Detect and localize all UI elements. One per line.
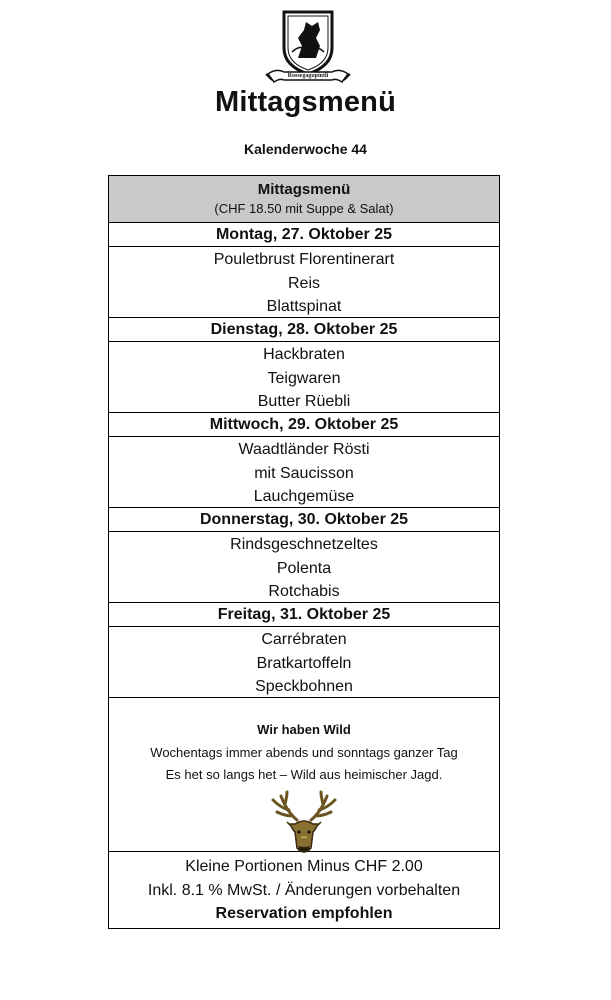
dishes-monday [109,246,499,317]
dishes-friday [109,626,499,697]
restaurant-logo [262,8,354,90]
dish: Blattspinat [266,298,342,315]
dishes-wednesday [109,436,499,507]
dish: Speckbohnen [255,678,353,695]
dish: Carrébraten [261,631,347,648]
dish: Butter Rüebli [257,393,351,410]
dish: mit Saucisson [254,464,354,482]
dish: Pouletbrust Florentinerart [213,251,395,268]
menu-table [108,175,500,929]
dish: Waadtländer Rösti [238,441,370,458]
day-friday: Freitag, 31. Oktober 25 [109,602,499,626]
dish: Polenta [276,559,332,577]
footer-reservation: Reservation empfohlen [215,905,393,922]
calendar-week: Kalenderwoche 44 [244,141,367,157]
menu-header-price: (CHF 18.50 mit Suppe & Salat) [214,201,394,216]
dish: Lauchgemüse [253,488,355,505]
wild-section [109,697,499,851]
day-tuesday: Dienstag, 28. Oktober 25 [109,317,499,341]
dish: Reis [287,274,320,292]
menu-header-title: Mittagsmenü [257,181,351,198]
dish: Bratkartoffeln [256,654,352,672]
dishes-thursday [109,531,499,602]
logo-text: Rossegagupintli [287,73,329,79]
page-title: Mittagsmenü [214,86,397,118]
wild-line-1: Wochentags immer abends und sonntags ganzer Tag [150,745,458,760]
wild-title: Wir haben Wild [257,722,351,737]
day-wednesday: Mittwoch, 29. Oktober 25 [109,412,499,436]
menu-footer [109,851,499,928]
footer-line-2: Inkl. 8.1 % MwSt. / Änderungen vorbehalten [147,881,461,899]
menu-header [109,176,499,222]
wild-line-2: Es het so langs het – Wild aus heimischer Jagd. [165,767,443,782]
dishes-tuesday [109,341,499,412]
dish: Teigwaren [267,369,341,387]
footer-line-1: Kleine Portionen Minus CHF 2.00 [185,858,423,875]
dish: Hackbraten [263,346,345,363]
dish: Rotchabis [268,583,340,600]
deer-head-icon [265,790,343,858]
day-monday: Montag, 27. Oktober 25 [109,222,499,246]
day-thursday: Donnerstag, 30. Oktober 25 [109,507,499,531]
dish: Rindsgeschnetzeltes [230,536,378,553]
